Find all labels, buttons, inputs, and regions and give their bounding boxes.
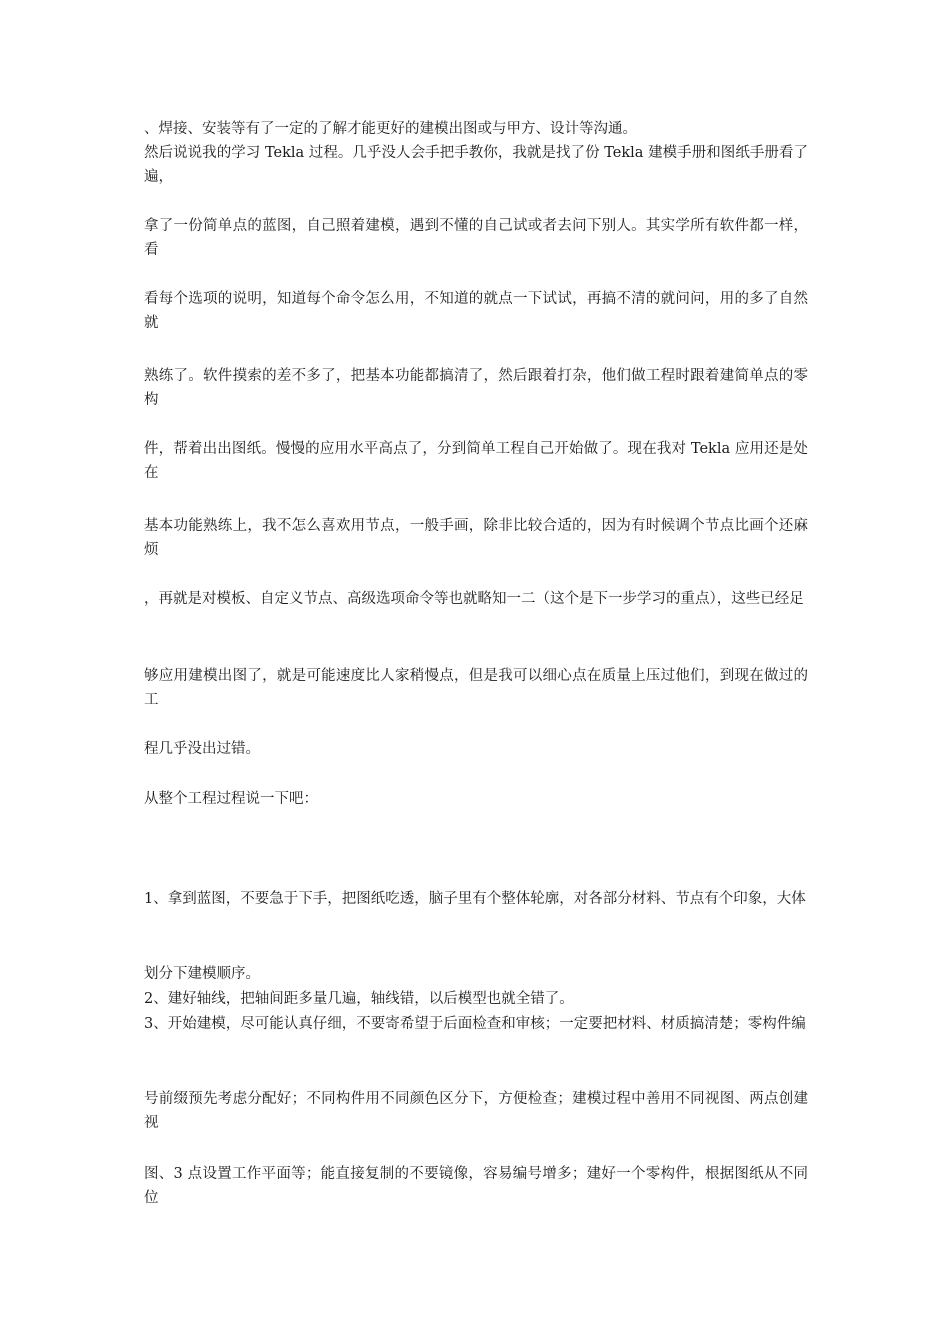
paragraph: 基本功能熟练上，我不怎么喜欢用节点，一般手画，除非比较合适的，因为有时候调个节点比画个还麻烦 — [144, 518, 808, 558]
paragraph: 熟练了。软件摸索的差不多了，把基本功能都搞清了，然后跟着打杂，他们做工程时跟着建简单点的零构 — [144, 368, 808, 408]
paragraph: 拿了一份简单点的蓝图，自己照着建模，遇到不懂的自己试或者去问下别人。其实学所有软件都一样，看 — [144, 218, 808, 258]
paragraph: 够应用建模出图了，就是可能速度比人家稍慢点，但是我可以细心点在质量上压过他们，到现在做过的工 — [144, 668, 808, 708]
list-item: 图、3 点设置工作平面等；能直接复制的不要镜像，容易编号增多；建好一个零构件，根据图纸从不同位 — [144, 1166, 808, 1206]
paragraph: 然后说说我的学习 Tekla 过程。几乎没人会手把手教你，我就是找了份 Tekla 建模手册和图纸手册看了遍， — [144, 145, 808, 185]
paragraph: ，再就是对模板、自定义节点、高级选项命令等也就略知一二（这个是下一步学习的重点），这些已经足 — [144, 591, 804, 607]
list-item: 划分下建模顺序。 — [144, 966, 260, 982]
paragraph: 程几乎没出过错。 — [144, 741, 260, 757]
list-item: 2、建好轴线，把轴间距多量几遍，轴线错，以后模型也就全错了。 — [144, 991, 574, 1007]
paragraph: 、焊接、安装等有了一定的了解才能更好的建模出图或与甲方、设计等沟通。 — [144, 121, 637, 137]
paragraph: 看每个选项的说明，知道每个命令怎么用，不知道的就点一下试试，再搞不清的就问问，用的多了自然就 — [144, 291, 808, 331]
paragraph: 件，帮着出出图纸。慢慢的应用水平高点了，分到简单工程自己开始做了。现在我对 Tekla 应用还是处在 — [144, 441, 808, 481]
paragraph: 从整个工程过程说一下吧： — [144, 791, 318, 807]
list-item: 1、拿到蓝图，不要急于下手，把图纸吃透，脑子里有个整体轮廓，对各部分材料、节点有个印象，大体 — [144, 891, 806, 907]
list-item: 3、开始建模，尽可能认真仔细，不要寄希望于后面检查和审核；一定要把材料、材质搞清楚；零构件编 — [144, 1016, 806, 1032]
list-item: 号前缀预先考虑分配好；不同构件用不同颜色区分下，方便检查；建模过程中善用不同视图、两点创建视 — [144, 1091, 808, 1131]
